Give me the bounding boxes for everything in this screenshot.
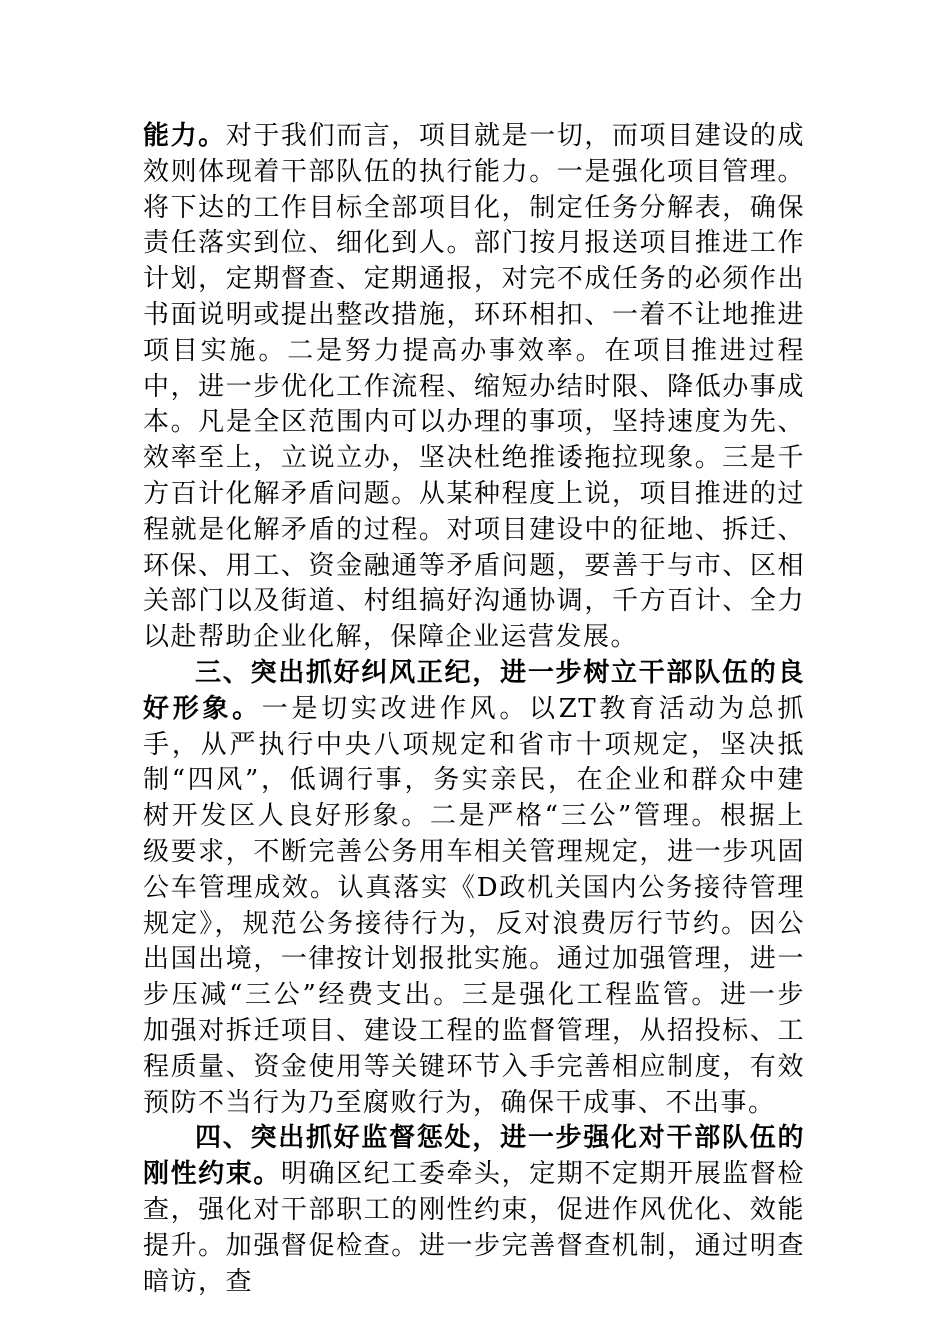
section-heading: 四、突出抓好监督惩处，进一步强化对干部队伍的刚性约束。 <box>143 1123 805 1190</box>
section-heading: 三、突出抓好纠风正纪，进一步树立干部队伍的良好形象。 <box>143 657 805 724</box>
document-page <box>143 119 805 1300</box>
paragraph-lead-bold: 能力。 <box>143 121 226 151</box>
paragraph-body: 对于我们而言，项目就是一切，而项目建设的成效则体现着干部队伍的执行能力。一是强化项目管理。将下达的工作目标全部项目化，制定任务分解表，确保责任落实到位、细化到人。部门按月报送项目推进工作计划，定期督查、定期通报，对完不成任务的必须作出书面说明或提出整改措施，环环相扣、一着不让地推进项目实施。二是努力提高办事效率。在项目推进过程中，进一步优化工作流程、缩短办结时限、降低办事成本。凡是全区范围内可以办理的事项，坚持速度为先、效率至上，立说立办，坚决杜绝推诿拖拉现象。三是千方百计化解矛盾问题。从某种程度上说，项目推进的过程就是化解矛盾的过程。对项目建设中的征地、拆迁、环保、用工、资金融通等矛盾问题，要善于与市、区相关部门以及街道、村组搞好沟通协调，千方百计、全力以赴帮助企业化解，保障企业运营发展。 <box>143 121 805 653</box>
paragraph-section-three <box>143 656 805 1121</box>
paragraph-body: 明确区纪工委牵头，定期不定期开展监督检查，强化对干部职工的刚性约束，促进作风优化、效能提升。加强督促检查。进一步完善督查机制，通过明查暗访，查 <box>143 1159 805 1297</box>
paragraph-section-four <box>143 1121 805 1300</box>
paragraph-body: 一是切实改进作风。以ZT教育活动为总抓手，从严执行中央八项规定和省市十项规定，坚决抵制“四风”，低调行事，务实亲民，在企业和群众中建树开发区人良好形象。二是严格“三公”管理。根据上级要求，不断完善公务用车相关管理规定，进一步巩固公车管理成效。认真落实《D政机关国内公务接待管理规定》，规范公务接待行为，反对浪费厉行节约。因公出国出境，一律按计划报批实施。通过加强管理，进一步压减“三公”经费支出。三是强化工程监管。进一步加强对拆迁项目、建设工程的监督管理，从招投标、工程质量、资金使用等关键环节入手完善相应制度，有效预防不当行为乃至腐败行为，确保干成事、不出事。 <box>143 693 805 1118</box>
paragraph-continuation <box>143 119 805 656</box>
